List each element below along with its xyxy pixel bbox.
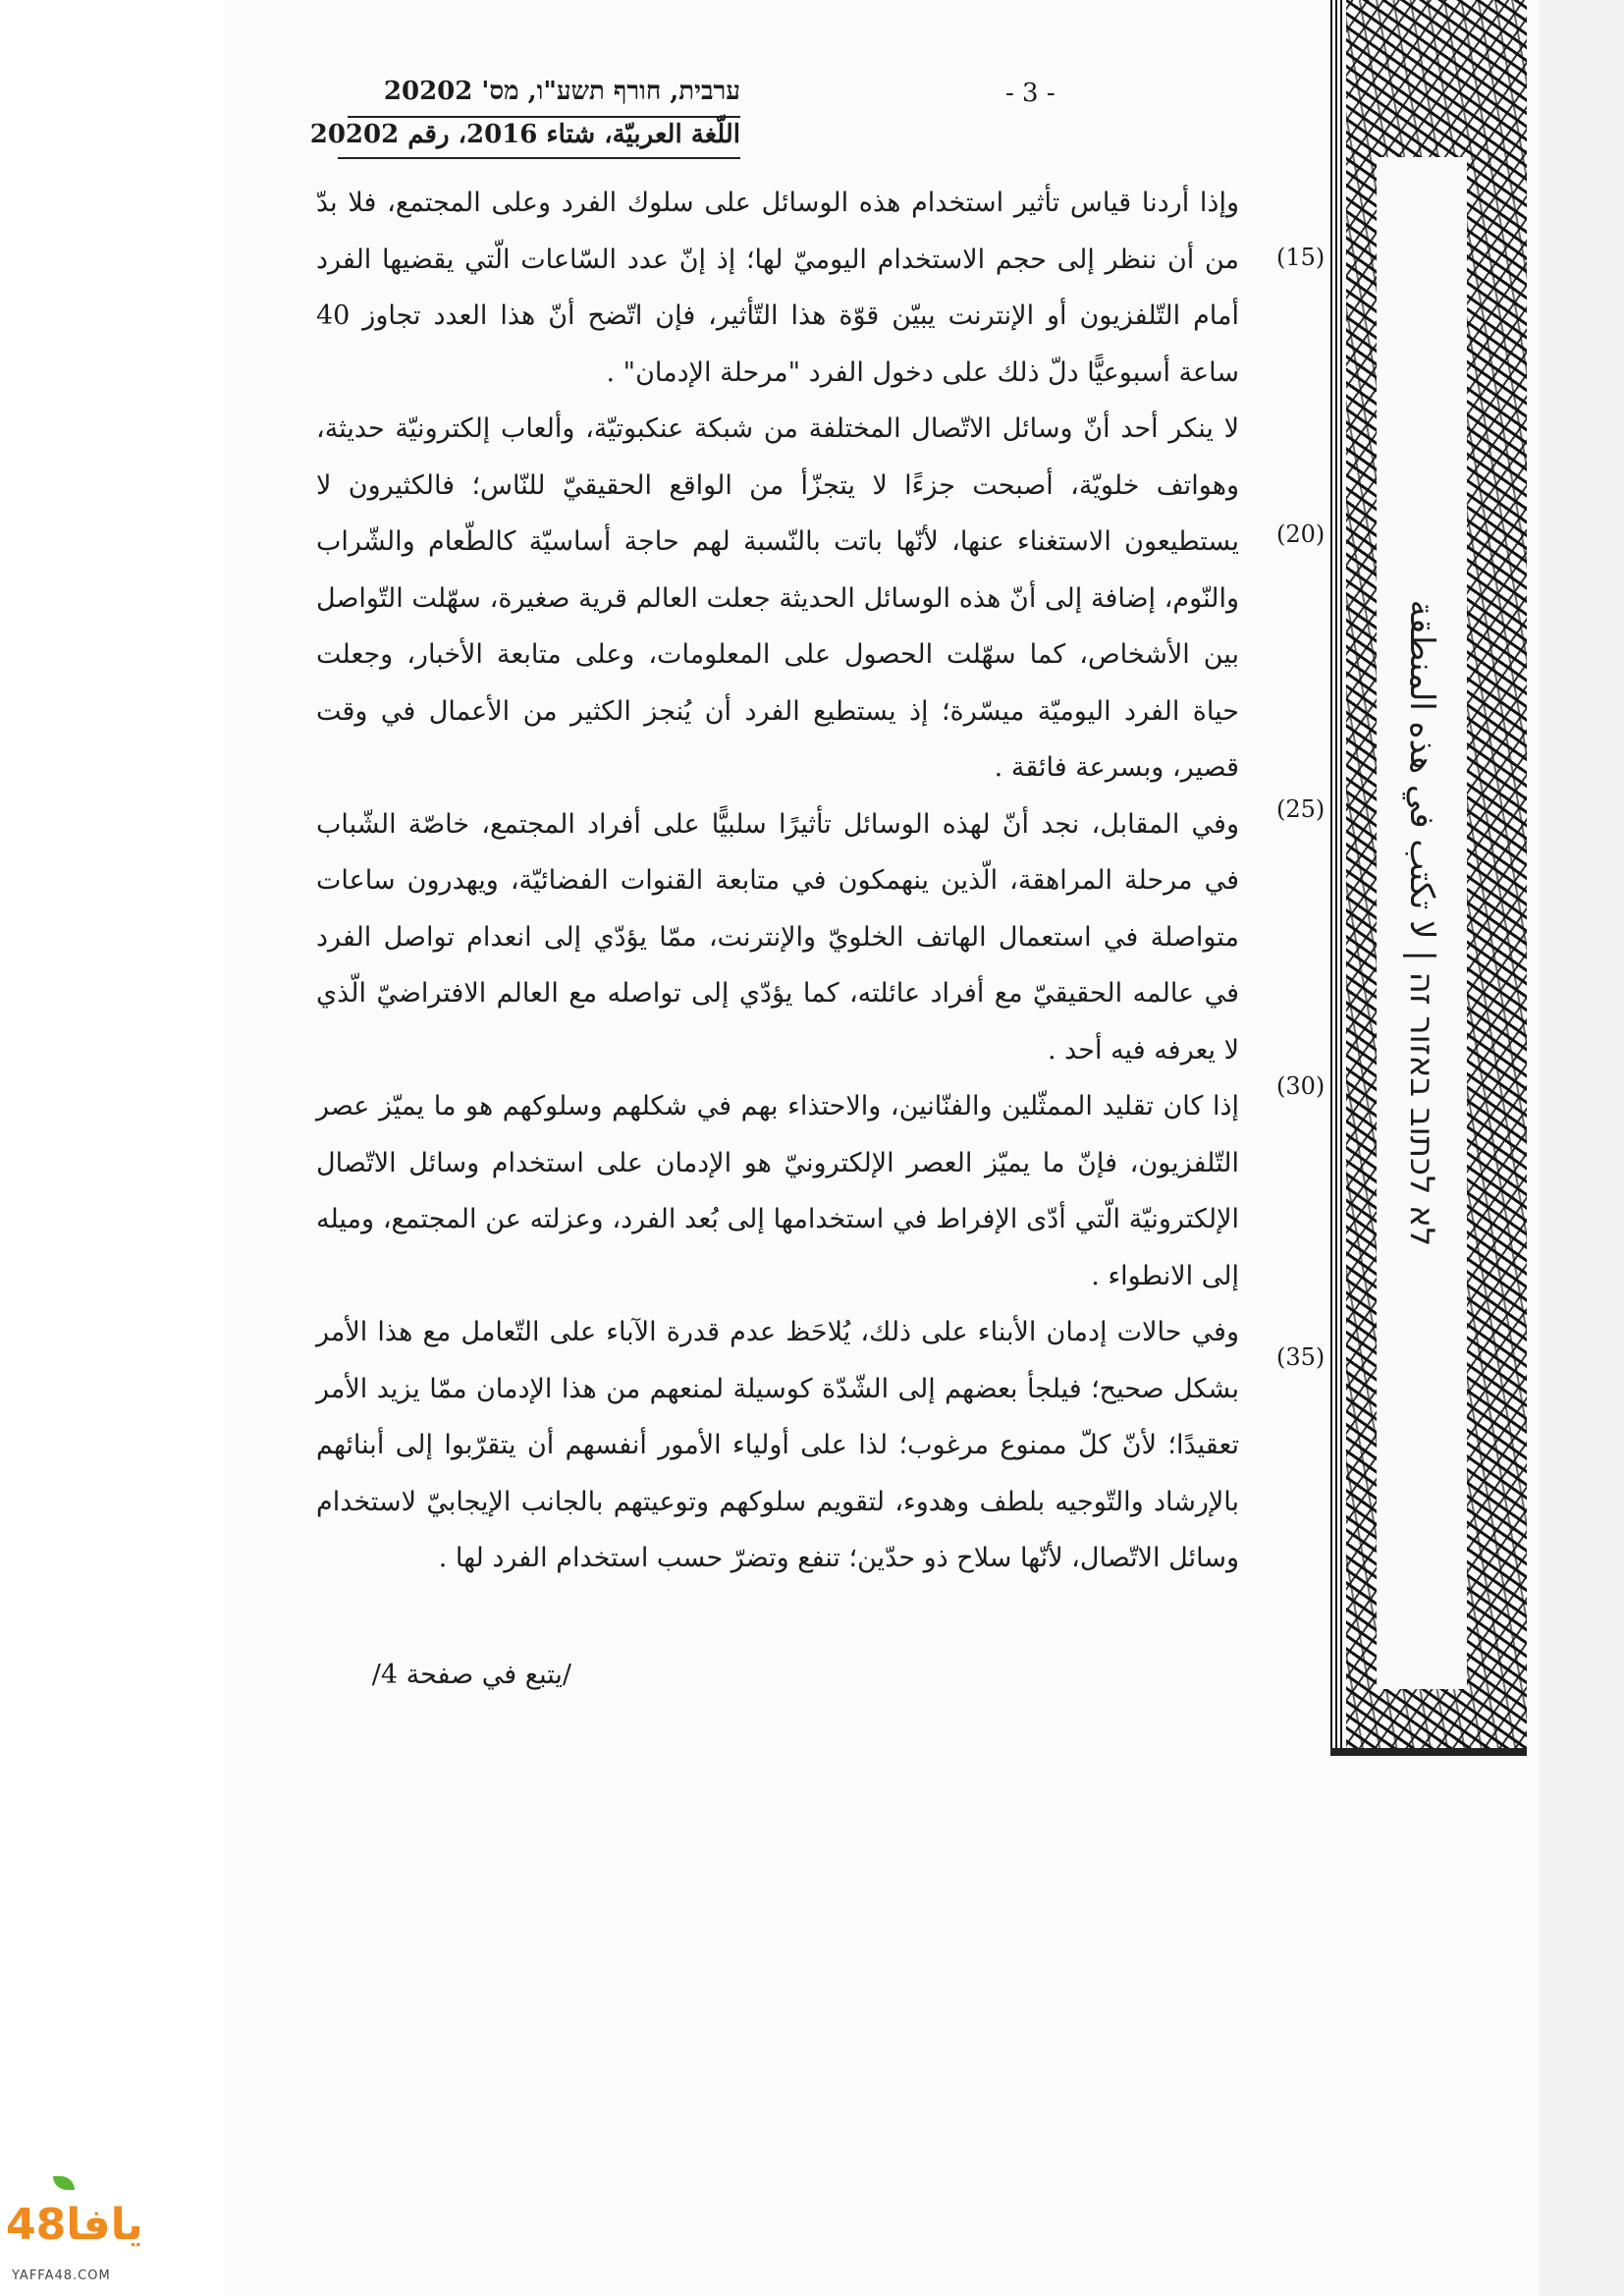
margin-warning-label: לא לכתוב באזור זה | لا تكتب في هذه المنطقة (1402, 599, 1441, 1247)
margin-bottom-bar (1330, 1748, 1527, 1756)
margin-border-lines (1330, 0, 1342, 1756)
paragraph-1: وإذا أردنا قياس تأثير استخدام هذه الوسائل على سلوك الفرد وعلى المجتمع، فلا بدّ من أن ننظر إلى حجم الاستخدام اليوميّ لها؛ إذ إنّ عدد السّاعات الّتي يقضيها الفرد أمام التّلفزيون أو الإنترنت يبيّن قوّة هذا التّأثير، فإن اتّضح أنّ هذا العدد تجاوز 40 ساعة أسبوعيًّا دلّ ذلك على دخول الفرد "مرحلة الإدمان" . (316, 188, 1239, 388)
leaf-icon (53, 2176, 75, 2190)
header-hebrew-title: ערבית, חורף תשע"ו, מס' 20202 (383, 77, 740, 106)
line-number-25: (25) (1276, 795, 1326, 823)
continue-note: /يتبع في صفحة 4/ (371, 1660, 571, 1690)
paragraph-5: وفي حالات إدمان الأبناء على ذلك، يُلاحَظ عدم قدرة الآباء على التّعامل مع هذا الأمر بشكل صحيح؛ فيلجأ بعضهم إلى الشّدّة كوسيلة لمنعهم من هذا الإدمان ممّا يزيد الأمر تعقيدًا؛ لأنّ كلّ ممنوع مرغوب؛ لذا على أولياء الأمور أنفسهم أن يتقرّبوا إلى أبنائهم بالإرشاد والتّوجيه بلطف وهدوء، لتقويم سلوكهم وتوعيتهم بالجانب الإيجابيّ لاستخدام وسائل الاتّصال، لأنّها سلاح ذو حدّين؛ تنفع وتضرّ حسب استخدام الفرد لها . (316, 1317, 1239, 1573)
paragraph-2: لا ينكر أحد أنّ وسائل الاتّصال المختلفة من شبكة عنكبوتيّة، وألعاب إلكترونيّة حديثة، وهواتف خلويّة، أصبحت جزءًا لا يتجزّأ من الواقع الحقيقيّ للنّاس؛ فالكثيرون لا يستطيعون الاستغناء عنها، لأنّها باتت بالنّسبة لهم حاجة أساسيّة كالطّعام والشّراب والنّوم، إضافة إلى أنّ هذه الوسائل الحديثة جعلت العالم قرية صغيرة، سهّلت التّواصل بين الأشخاص، كما سهّلت الحصول على المعلومات، وعلى متابعة الأخبار، وجعلت حياة الفرد اليوميّة ميسّرة؛ إذ يستطيع الفرد أن يُنجز الكثير من الأعمال في وقت قصير، وبسرعة فائقة . (316, 413, 1239, 783)
page-number: - 3 - (1005, 79, 1056, 108)
line-number-35: (35) (1276, 1343, 1326, 1371)
logo-url: YAFFA48.COM (12, 2269, 111, 2283)
margin-label-box (1377, 157, 1467, 1689)
header-rule-1 (348, 116, 740, 118)
article-body (316, 175, 1239, 1587)
line-number-30: (30) (1276, 1072, 1326, 1100)
line-number-15: (15) (1276, 244, 1326, 271)
left-blank-strip (0, 0, 224, 2296)
page-right-edge (1540, 0, 1624, 2296)
paragraph-4: إذا كان تقليد الممثّلين والفنّانين، والاحتذاء بهم في شكلهم وسلوكهم هو ما يميّز عصر التّلفزيون، فإنّ ما يميّز العصر الإلكترونيّ هو الإدمان على استخدام وسائل الاتّصال الإلكترونيّة الّتي أدّى الإفراط في استخدامها إلى بُعد الفرد، وعزلته عن المجتمع، وميله إلى الانطواء . (316, 1091, 1239, 1291)
header-rule-2 (338, 157, 740, 159)
header-arabic-title: اللّغة العربيّة، شتاء 2016، رقم 20202 (309, 120, 740, 149)
paragraph-3: وفي المقابل، نجد أنّ لهذه الوسائل تأثيرًا سلبيًّا على أفراد المجتمع، خاصّة الشّباب في مرحلة المراهقة، الّذين ينهمكون في متابعة القنوات الفضائيّة، ويهدرون ساعات متواصلة في استعمال الهاتف الخلويّ والإنترنت، ممّا يؤدّي إلى انعدام تواصل الفرد في عالمه الحقيقيّ مع أفراد عائلته، كما يؤدّي إلى تواصله مع العالم الافتراضيّ الّذي لا يعرفه فيه أحد . (316, 808, 1239, 1066)
logo-text: يافا48 (6, 2200, 143, 2250)
line-number-20: (20) (1276, 520, 1326, 548)
site-logo (0, 2170, 143, 2296)
